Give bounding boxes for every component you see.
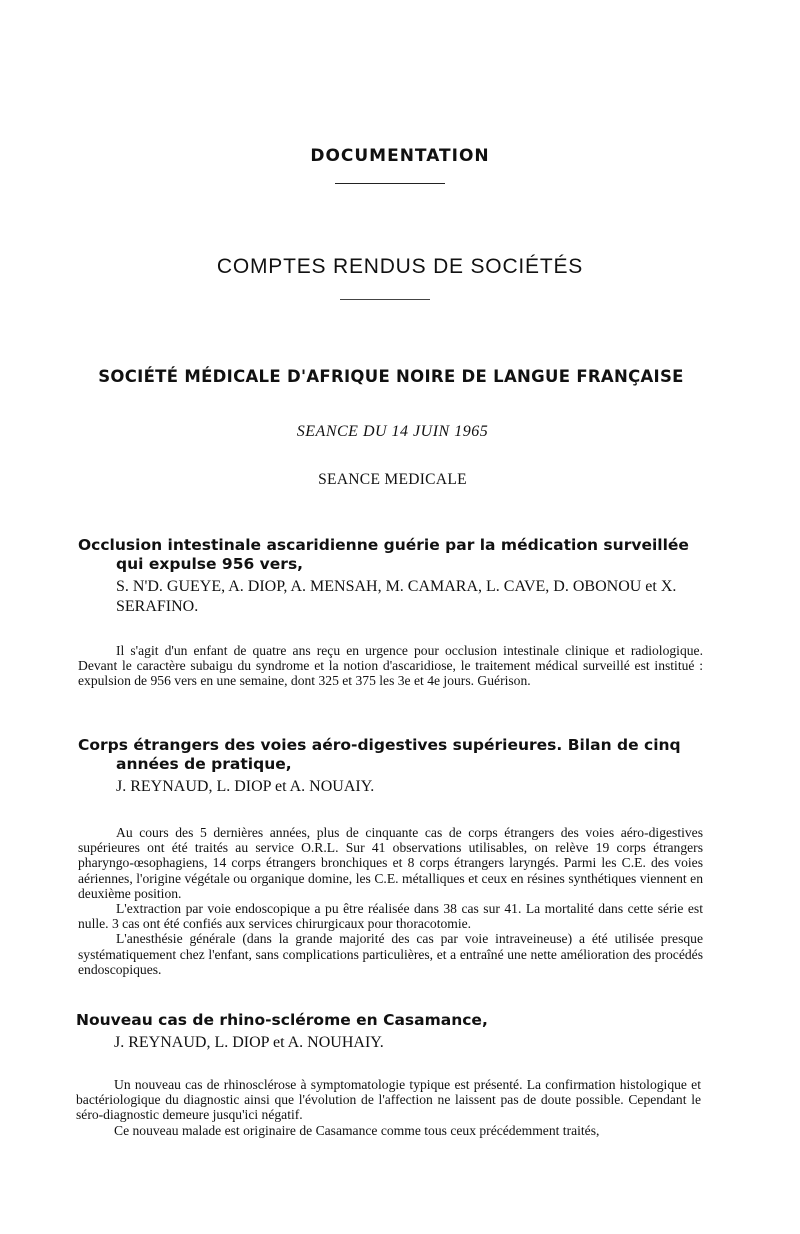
article-title: Corps étrangers des voies aéro-digestives supérieures. Bilan de cinq années de pratique,	[78, 736, 681, 773]
heading-divider	[335, 183, 445, 184]
abstract-paragraph: Un nouveau cas de rhinosclérose à symptomatologie typique est présenté. La confirmation histologique et bactériologique du diagnostic ainsi que l'évolution de l'affection ne laissent pas de doute possible. Cependant le séro-diagnostic demeure jusqu'ici négatif.	[76, 1077, 701, 1123]
article-title: Occlusion intestinale ascaridienne guérie par la médication surveillée qui expulse 956 vers,	[78, 536, 689, 573]
article-abstract	[78, 643, 703, 689]
seance-date: SEANCE DU 14 JUIN 1965	[296, 423, 489, 440]
documentation-heading: DOCUMENTATION	[310, 146, 490, 166]
section-divider	[340, 299, 430, 300]
abstract-paragraph: L'extraction par voie endoscopique a pu être réalisée dans 38 cas sur 41. La mortalité dans cette série est nulle. 3 cas ont été confiés aux services chirurgicaux pour thoracotomie.	[78, 901, 703, 932]
article-authors: S. N'D. GUEYE, A. DIOP, A. MENSAH, M. CAMARA, L. CAVE, D. OBONOU et X. SERAFINO.	[116, 578, 677, 615]
article-abstract	[78, 825, 703, 977]
abstract-paragraph: Il s'agit d'un enfant de quatre ans reçu en urgence pour occlusion intestinale clinique et radiologique. Devant le caractère subaigu du syndrome et la notion d'ascaridiose, le traitement médical surveillé est institué : expulsion de 956 vers en une semaine, dont 325 et 375 les 3e et 4e jours. Guérison.	[78, 643, 703, 689]
section-title: COMPTES RENDUS DE SOCIÉTÉS	[216, 255, 584, 278]
seance-type: SEANCE MEDICALE	[318, 471, 467, 488]
article-title: Nouveau cas de rhino-sclérome en Casamance,	[76, 1011, 488, 1029]
article-authors: J. REYNAUD, L. DIOP et A. NOUAIY.	[116, 778, 375, 795]
abstract-paragraph: Au cours des 5 dernières années, plus de cinquante cas de corps étrangers des voies aéro-digestives supérieures ont été traités au service O.R.L. Sur 41 observations utilisables, on relève 19 corps étrangers pharyngo-œsophagiens, 14 corps étrangers bronchiques et 8 corps étrangers laryngés. Parmi les C.E. des voies aériennes, l'origine végétale ou organique domine, les C.E. métalliques et ceux en résines synthétiques viennent en deuxième position.	[78, 825, 703, 901]
article-authors: J. REYNAUD, L. DIOP et A. NOUHAIY.	[114, 1034, 384, 1051]
article-rhino-sclerome	[76, 1011, 701, 1138]
article-corps-etrangers	[78, 736, 703, 977]
abstract-paragraph: Ce nouveau malade est originaire de Casamance comme tous ceux précédemment traités,	[114, 1122, 600, 1138]
article-abstract	[76, 1077, 701, 1138]
article-occlusion	[78, 536, 703, 689]
society-name: SOCIÉTÉ MÉDICALE D'AFRIQUE NOIRE DE LANGUE FRANÇAISE	[98, 367, 684, 386]
abstract-paragraph: L'anesthésie générale (dans la grande majorité des cas par voie intraveineuse) a été utilisée presque systématiquement chez l'enfant, sans complications particulières, et a entraîné une nette amélioration des procédés endoscopiques.	[78, 931, 703, 977]
